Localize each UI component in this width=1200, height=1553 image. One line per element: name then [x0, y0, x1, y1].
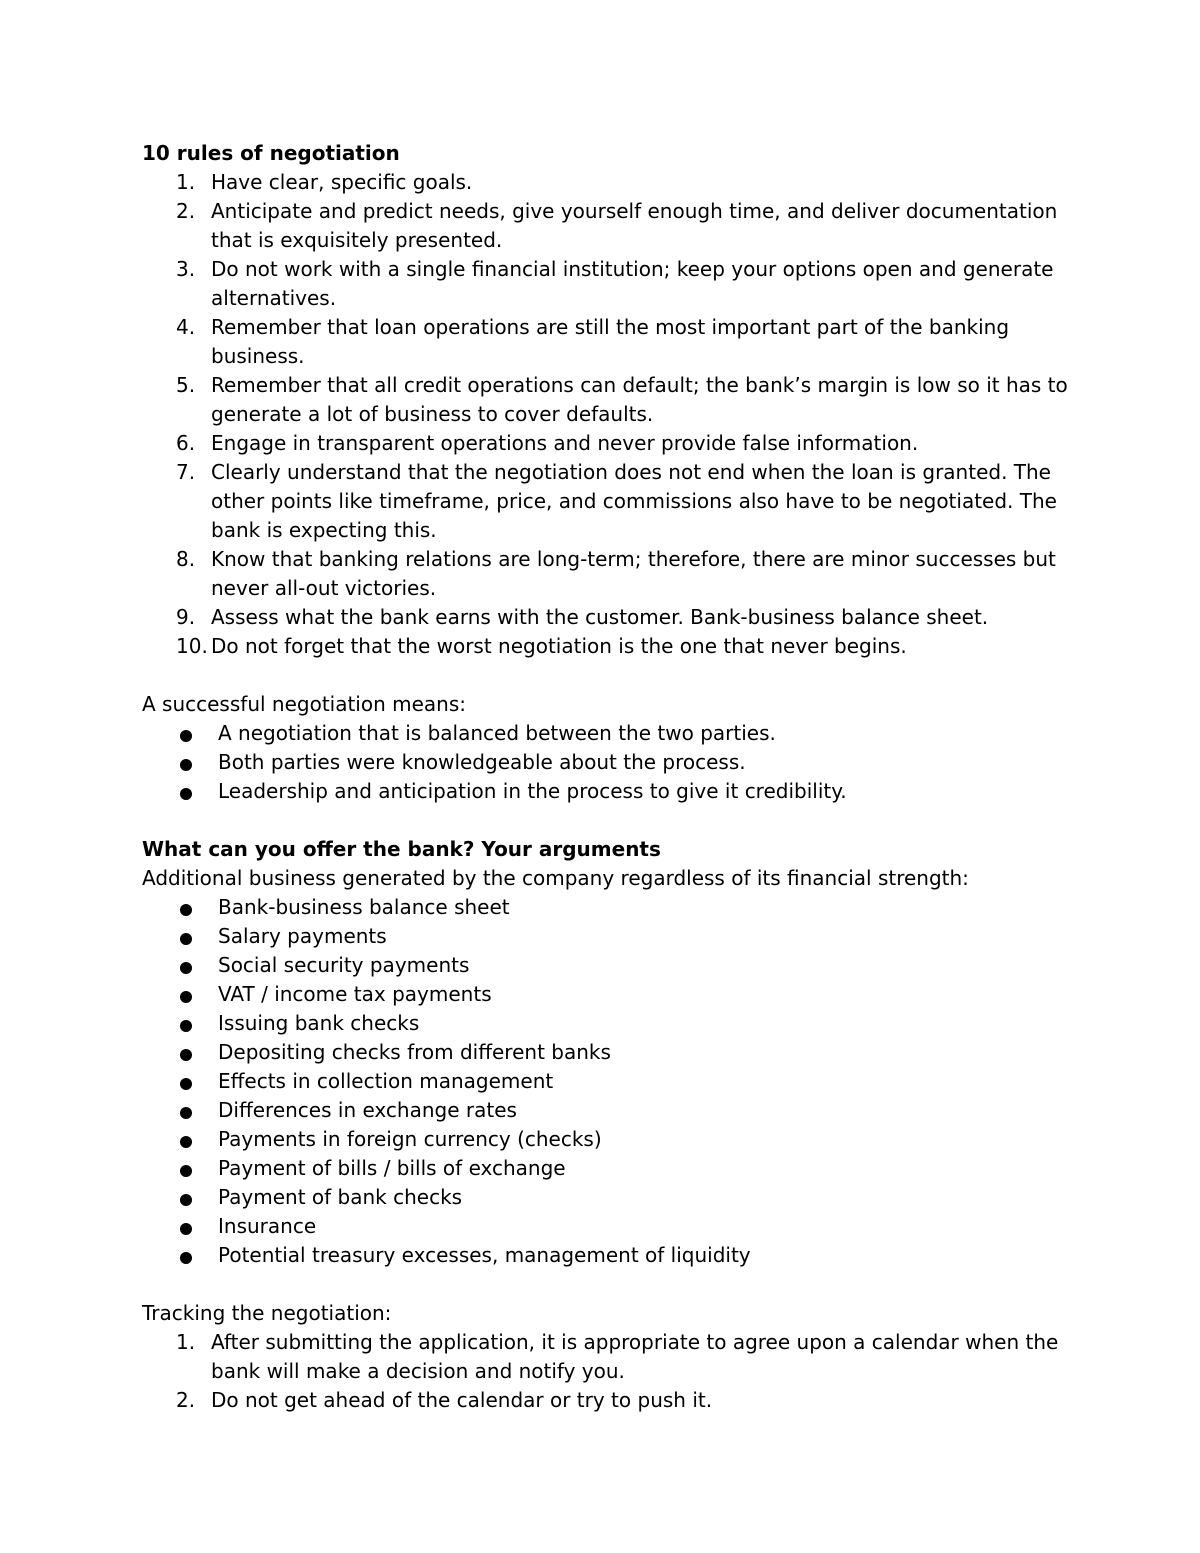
list-item: [142, 429, 1082, 458]
list-item-text: Insurance: [218, 1214, 317, 1238]
list-item: [142, 458, 1082, 545]
bullet-icon: [180, 904, 192, 916]
list-number: 5.: [176, 373, 196, 397]
bullet-icon: [180, 1194, 192, 1206]
offer-list: [142, 893, 1082, 1270]
list-item: [142, 893, 1082, 922]
list-item: [142, 632, 1082, 661]
list-item-text: Leadership and anticipation in the process to give it credibility.: [218, 779, 847, 803]
list-number: 7.: [176, 460, 196, 484]
list-item-text: Remember that all credit operations can default; the bank’s margin is low so it has to generate a lot of business to cover defaults.: [211, 373, 1068, 426]
bullet-icon: [180, 759, 192, 771]
list-item-text: Both parties were knowledgeable about the process.: [218, 750, 746, 774]
list-number: 4.: [176, 315, 196, 339]
list-item-text: Salary payments: [218, 924, 387, 948]
document-page: [142, 139, 1082, 1415]
offer-intro: Additional business generated by the company regardless of its financial strength:: [142, 866, 969, 890]
spacer: [142, 806, 1082, 835]
list-item-text: Do not work with a single financial institution; keep your options open and generate alternatives.: [211, 257, 1054, 310]
list-item-text: Payment of bills / bills of exchange: [218, 1156, 566, 1180]
successful-intro: A successful negotiation means:: [142, 692, 467, 716]
list-item: [142, 1096, 1082, 1125]
list-item-text: Potential treasury excesses, management of liquidity: [218, 1243, 751, 1267]
list-item: [142, 1009, 1082, 1038]
bullet-icon: [180, 933, 192, 945]
tracking-list: [142, 1328, 1082, 1415]
list-item: [142, 1125, 1082, 1154]
offer-heading: What can you offer the bank? Your arguments: [142, 837, 661, 861]
list-item: [142, 1386, 1082, 1415]
list-item: [142, 545, 1082, 603]
list-item: [142, 313, 1082, 371]
list-item: [142, 1328, 1082, 1386]
list-item-text: Bank-business balance sheet: [218, 895, 510, 919]
bullet-icon: [180, 1223, 192, 1235]
list-number: 1.: [176, 1330, 196, 1354]
list-number: 3.: [176, 257, 196, 281]
list-item-text: Effects in collection management: [218, 1069, 554, 1093]
list-item: [142, 951, 1082, 980]
list-item: [142, 1212, 1082, 1241]
list-item: [142, 255, 1082, 313]
bullet-icon: [180, 1020, 192, 1032]
bullet-icon: [180, 1252, 192, 1264]
list-number: 6.: [176, 431, 196, 455]
bullet-icon: [180, 991, 192, 1003]
bullet-icon: [180, 962, 192, 974]
list-item-text: A negotiation that is balanced between the two parties.: [218, 721, 776, 745]
rules-heading: 10 rules of negotiation: [142, 141, 400, 165]
list-item-text: Do not get ahead of the calendar or try to push it.: [211, 1388, 713, 1412]
list-item: [142, 1154, 1082, 1183]
tracking-intro: Tracking the negotiation:: [142, 1301, 392, 1325]
list-item-text: Engage in transparent operations and never provide false information.: [211, 431, 919, 455]
list-item-text: Issuing bank checks: [218, 1011, 420, 1035]
list-item: [142, 603, 1082, 632]
list-item-text: Assess what the bank earns with the customer. Bank-business balance sheet.: [211, 605, 989, 629]
rules-list: [142, 168, 1082, 661]
list-item-text: Have clear, specific goals.: [211, 170, 473, 194]
list-item-text: Depositing checks from different banks: [218, 1040, 611, 1064]
list-item-text: After submitting the application, it is appropriate to agree upon a calendar when the bank will make a decision and notify you.: [211, 1330, 1059, 1383]
successful-list: [142, 719, 1082, 806]
list-item-text: Payments in foreign currency (checks): [218, 1127, 602, 1151]
list-item-text: Remember that loan operations are still the most important part of the banking business.: [211, 315, 1010, 368]
bullet-icon: [180, 1165, 192, 1177]
list-item: [142, 1241, 1082, 1270]
list-item: [142, 777, 1082, 806]
list-item: [142, 1067, 1082, 1096]
list-item-text: Do not forget that the worst negotiation is the one that never begins.: [211, 634, 907, 658]
list-number: 2.: [176, 1388, 196, 1412]
list-item: [142, 980, 1082, 1009]
list-item: [142, 168, 1082, 197]
list-item-text: Clearly understand that the negotiation does not end when the loan is granted. The other points like timeframe, price, and commissions also have to be negotiated. The bank is expecting this.: [211, 460, 1057, 542]
list-item: [142, 197, 1082, 255]
list-item: [142, 748, 1082, 777]
list-item: [142, 1038, 1082, 1067]
list-item-text: VAT / income tax payments: [218, 982, 492, 1006]
list-item-text: Payment of bank checks: [218, 1185, 463, 1209]
list-item: [142, 922, 1082, 951]
list-number: 2.: [176, 199, 196, 223]
bullet-icon: [180, 1136, 192, 1148]
list-item-text: Anticipate and predict needs, give yourself enough time, and deliver documentation that is exquisitely presented.: [211, 199, 1058, 252]
list-number: 8.: [176, 547, 196, 571]
list-item: [142, 719, 1082, 748]
spacer: [142, 1270, 1082, 1299]
list-number: 1.: [176, 170, 196, 194]
spacer: [142, 661, 1082, 690]
bullet-icon: [180, 1049, 192, 1061]
list-item-text: Know that banking relations are long-term; therefore, there are minor successes but never all-out victories.: [211, 547, 1056, 600]
list-item: [142, 371, 1082, 429]
bullet-icon: [180, 788, 192, 800]
bullet-icon: [180, 730, 192, 742]
list-item: [142, 1183, 1082, 1212]
bullet-icon: [180, 1078, 192, 1090]
list-number: 9.: [176, 605, 196, 629]
bullet-icon: [180, 1107, 192, 1119]
list-item-text: Differences in exchange rates: [218, 1098, 517, 1122]
list-number: 10.: [176, 634, 208, 658]
list-item-text: Social security payments: [218, 953, 470, 977]
